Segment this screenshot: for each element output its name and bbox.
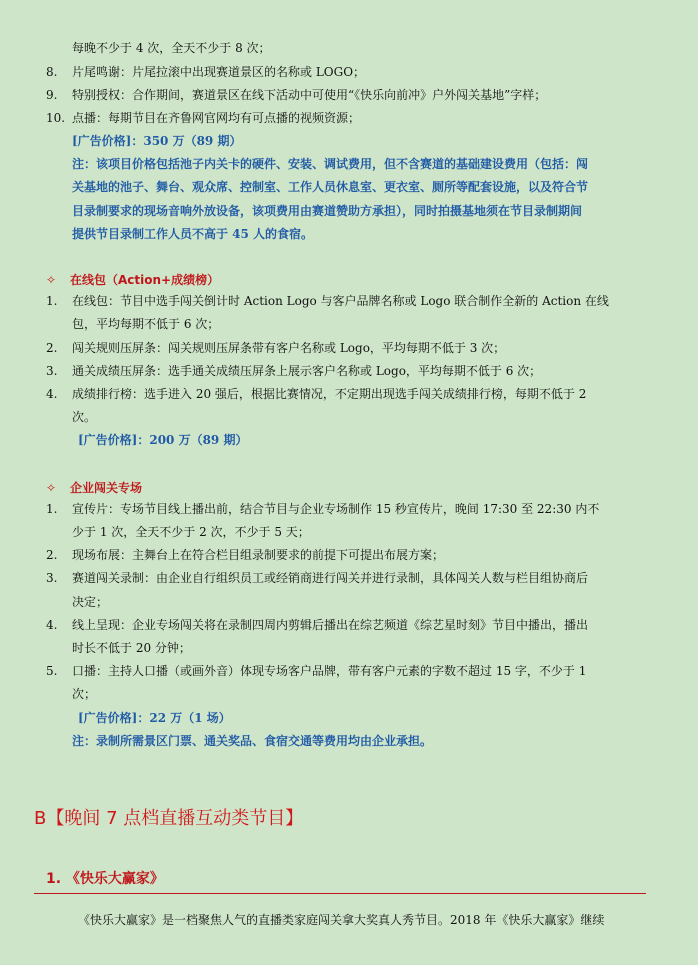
- program-title: 1. 《快乐大赢家》: [46, 871, 164, 887]
- section-heading-online: ✧ 在线包（Action+成绩榜）: [46, 273, 220, 287]
- diamond-bullet-icon: ✧: [46, 273, 57, 287]
- diamond-bullet-icon: ✧: [46, 481, 57, 495]
- title-underline: [34, 893, 646, 894]
- section-heading-enterprise: ✧ 企业闯关专场: [46, 481, 143, 495]
- document-page: 每晚不少于 4 次，全天不少于 8 次； 8. 片尾鸣谢：片尾拉滚中出现赛道景区的名称或 LOGO； 9. 特别授权：合作期间，赛道景区在线下活动中可使用“《快乐向前冲》户外闯关基地”字样； 10. 点播：每期节目在齐鲁网官网均有可点播的视频资源； [广告价格]：350 万（89 期） 注：该项目价格包括池子内关卡的硬件、安装、调试费用，但不含赛道的基础建设费用（包括：闯 关基地的池子、舞台、观众席、控制室、工作人员休息室、更衣室、厕所等配套设施，以及符合节 目录制要求的现场音响外放设备，该项费用由赛道赞助方承担），同时拍摄基地须在节目录制期间 提供节目录制工作人员不高于 45 人的食宿。 ✧ 在线包（Action+成绩榜） 1. 在线包：节目中选手闯关倒计时 Action Logo 与客户品牌名称或 Logo 联合制作全新的 Action 在线 包，平均每期不低于 6 次； 2. 闯关规则压屏条：闯关规则压屏条带有客户名称或 Logo，平均每期不低于 3 次； 3. 通关成绩压屏条：选手通关成绩压屏条上展示客户名称或 Logo，平均每期不低于 6 次； 4. 成绩排行榜：选手进入 20 强后，根据比赛情况，不定期出现选手闯关成绩排行榜，每期不低于 2 次。 [广告价格]：200 万（89 期） ✧ 企业闯关专场 1. 宣传片：专场节目线上播出前，结合节目与企业专场制作 15 秒宣传片，晚间 17:30 至 22:30 内不 少于 1 次，全天不少于 2 次，不少于 5 天； 2. 现场布展：主舞台上在符合栏目组录制要求的前提下可提出布展方案； 3. 赛道闯关录制：由企业自行组织员工或经销商进行闯关并进行录制，具体闯关人数与栏目组协商后 决定； 4. 线上呈现：企业专场闯关将在录制四周内剪辑后播出在综艺频道《综艺星时刻》节目中播出，播出 时长不低于 20 分钟； 5. 口播：主持人口播（或画外音）体现专场客户品牌，带有客户元素的字数不超过 15 字，不少于 1 次； [广告价格]：22 万（1 场） 注：录制所需景区门票、通关奖品、食宿交通等费用均由企业承担。 B【晚间 7 点档直播互动类节目】 1. 《快乐大赢家》 《快乐大赢家》是一档聚焦人气的直播类家庭闯关拿大奖真人秀节目。2018 年《快乐大赢家》继续: [0, 0, 698, 965]
- part-b-heading: B【晚间 7 点档直播互动类节目】: [34, 808, 304, 829]
